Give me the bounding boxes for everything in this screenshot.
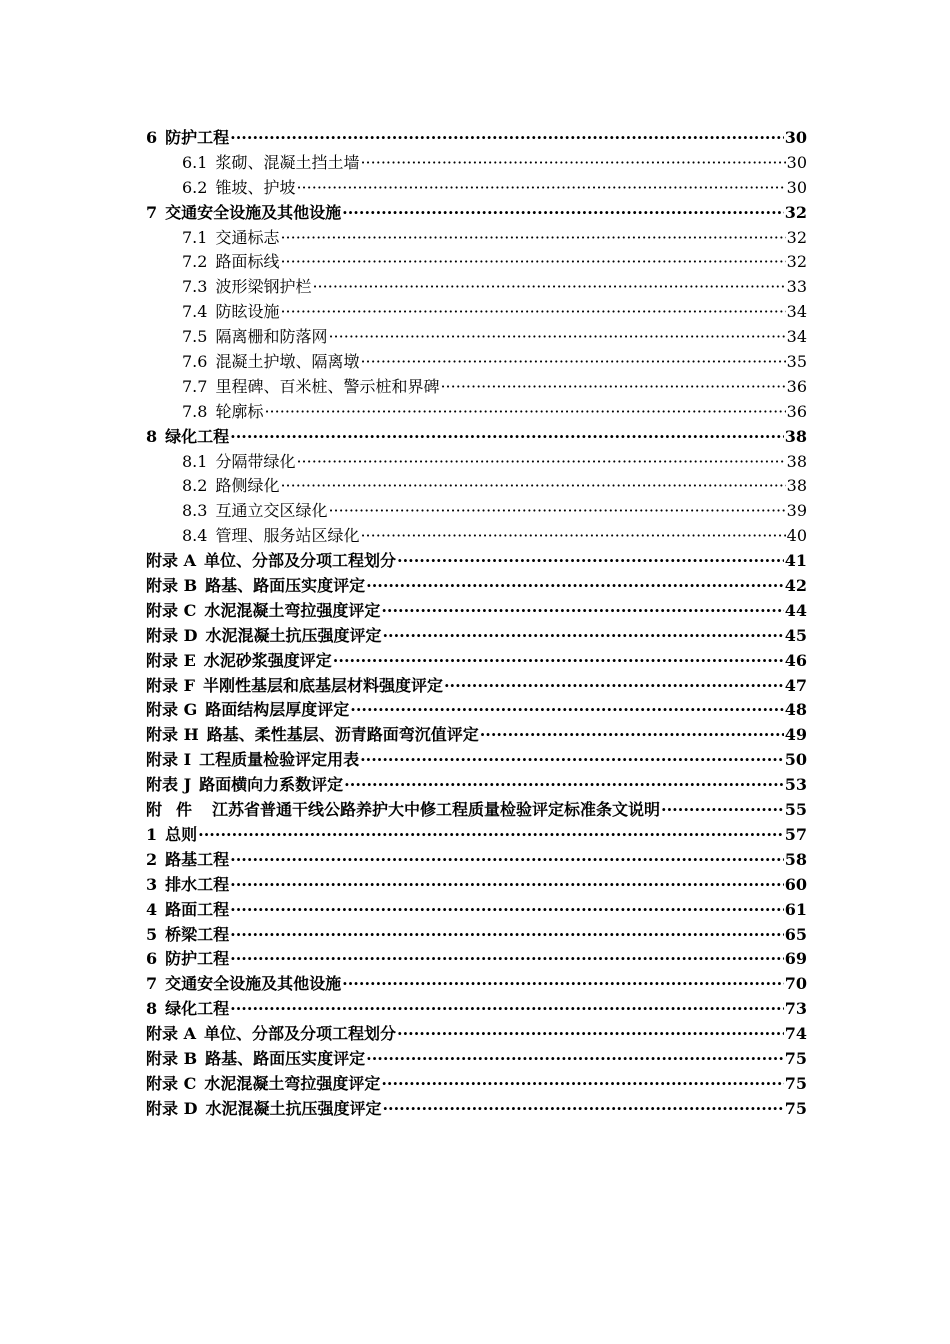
toc-entry-title (146, 873, 229, 898)
toc-entry-text: 浆砌、混凝土挡土墙 (215, 152, 360, 172)
toc-entry-chapter (146, 823, 807, 848)
toc-entry-chapter (146, 425, 807, 450)
toc-dot-leader (328, 325, 785, 350)
toc-entry-title (146, 898, 229, 923)
toc-dot-leader (382, 1097, 783, 1122)
toc-dot-leader (296, 176, 785, 201)
toc-entry-title (146, 674, 443, 699)
toc-entry-title (146, 201, 341, 226)
toc-page-number: 46 (784, 650, 807, 670)
toc-dot-leader (264, 400, 785, 425)
toc-dot-leader (230, 126, 784, 151)
toc-page-number: 32 (784, 202, 807, 222)
toc-page-number: 42 (784, 576, 807, 596)
toc-entry-number: 8.3 (182, 501, 208, 521)
toc-dot-leader (381, 599, 783, 624)
toc-entry-number: 3 (146, 874, 158, 894)
toc-entry-text: 路面结构层厚度评定 (205, 700, 350, 720)
toc-entry-number: 附录 D (146, 1098, 198, 1118)
toc-entry-number: 附录 C (146, 600, 197, 620)
toc-entry-text: 里程碑、百米桩、警示桩和界碑 (215, 376, 440, 396)
toc-entry-number: 7.1 (182, 227, 208, 247)
toc-page-number: 55 (784, 800, 807, 820)
toc-dot-leader (296, 450, 785, 475)
toc-entry-number: 1 (146, 824, 158, 844)
toc-page-number: 38 (786, 451, 807, 471)
toc-entry-text: 绿化工程 (165, 999, 230, 1019)
toc-page-number: 60 (784, 874, 807, 894)
toc-dot-leader (230, 848, 784, 873)
toc-entry-title (182, 176, 295, 201)
toc-page-number: 35 (786, 352, 807, 372)
toc-entry-number: 附录 A (146, 551, 196, 571)
toc-entry-number: 附录 D (146, 625, 198, 645)
toc-dot-leader (230, 873, 784, 898)
toc-entry-number: 6.2 (182, 177, 208, 197)
toc-entry-title (146, 823, 197, 848)
toc-dot-leader (661, 798, 784, 823)
toc-entry-text: 锥坡、护坡 (215, 177, 296, 197)
toc-page-number: 74 (784, 1024, 807, 1044)
toc-dot-leader (280, 474, 785, 499)
toc-entry-text: 路基、路面压实度评定 (205, 576, 366, 596)
toc-entry-text: 单位、分部及分项工程划分 (204, 1024, 397, 1044)
toc-entry-text: 绿化工程 (165, 426, 230, 446)
toc-entry-title (146, 624, 381, 649)
toc-entry-chapter (146, 773, 807, 798)
toc-page-number: 39 (786, 501, 807, 521)
toc-entry-chapter (146, 997, 807, 1022)
toc-dot-leader (230, 947, 784, 972)
toc-page-number: 75 (784, 1098, 807, 1118)
toc-dot-leader (230, 923, 784, 948)
toc-entry-title (146, 574, 365, 599)
toc-entry-number: 7 (146, 202, 158, 222)
toc-page-number: 30 (786, 177, 807, 197)
toc-entry-chapter (146, 723, 807, 748)
toc-entry-title (146, 599, 380, 624)
toc-entry-text: 桥梁工程 (165, 924, 230, 944)
toc-entry-text: 防护工程 (165, 128, 230, 147)
toc-entry-number: 附录 H (146, 725, 199, 745)
toc-dot-leader (360, 350, 785, 375)
toc-entry-number: 附录 B (146, 1048, 198, 1068)
toc-entry-section (146, 524, 807, 549)
toc-entry-number: 附录 A (146, 1024, 196, 1044)
toc-entry-chapter (146, 574, 807, 599)
toc-entry-text: 半刚性基层和底基层材料强度评定 (202, 675, 443, 695)
toc-page-number: 38 (784, 426, 807, 446)
toc-entry-text: 水泥混凝土抗压强度评定 (205, 1098, 382, 1118)
toc-page-number: 75 (784, 1048, 807, 1068)
toc-page-number: 57 (784, 824, 807, 844)
toc-entry-number: 7.3 (182, 277, 208, 297)
toc-dot-leader (381, 1072, 783, 1097)
toc-entry-section (146, 250, 807, 275)
toc-entry-title (146, 649, 332, 674)
toc-entry-number: 5 (146, 924, 158, 944)
toc-entry-title (146, 972, 341, 997)
toc-page-number: 32 (786, 252, 807, 272)
toc-entry-text: 交通标志 (215, 227, 280, 247)
toc-entry-chapter (146, 947, 807, 972)
toc-entry-number: 8 (146, 426, 158, 446)
toc-entry-number: 7.2 (182, 252, 208, 272)
toc-dot-leader (328, 499, 785, 524)
toc-entry-text: 总则 (165, 824, 198, 844)
toc-dot-leader (280, 300, 785, 325)
toc-entry-chapter (146, 873, 807, 898)
toc-entry-text: 工程质量检验评定用表 (199, 750, 360, 770)
toc-entry-text: 路基、路面压实度评定 (205, 1048, 366, 1068)
toc-entry-title (146, 1072, 380, 1097)
toc-entry-title (182, 400, 263, 425)
toc-entry-chapter (146, 972, 807, 997)
toc-entry-chapter (146, 674, 807, 699)
toc-entry-number: 8 (146, 999, 158, 1019)
toc-entry-text: 隔离栅和防落网 (215, 327, 328, 347)
toc-entry-chapter (146, 1072, 807, 1097)
toc-entry-number: 附录 C (146, 1073, 197, 1093)
toc-page-number: 33 (786, 277, 807, 297)
toc-page-number: 40 (786, 526, 807, 546)
toc-entry-number: 附表 J (146, 775, 192, 795)
toc-entry-title (182, 275, 311, 300)
toc-dot-leader (382, 624, 783, 649)
toc-dot-leader (230, 898, 784, 923)
toc-entry-number: 附录 F (146, 675, 195, 695)
toc-entry-section (146, 300, 807, 325)
toc-entry-text: 管理、服务站区绿化 (215, 526, 360, 546)
toc-entry-chapter (146, 624, 807, 649)
toc-page-number: 34 (786, 302, 807, 322)
toc-page-number: 75 (784, 1073, 807, 1093)
toc-dot-leader (366, 1047, 784, 1072)
toc-dot-leader (444, 674, 784, 699)
toc-entry-text: 水泥砂浆强度评定 (203, 650, 332, 670)
toc-page-number: 65 (784, 924, 807, 944)
toc-entry-section (146, 474, 807, 499)
toc-page-number: 61 (784, 899, 807, 919)
toc-entry-text: 防眩设施 (215, 302, 280, 322)
toc-entry-title (146, 748, 359, 773)
toc-entry-section (146, 226, 807, 251)
toc-entry-text: 路侧绿化 (215, 476, 280, 496)
toc-dot-leader (350, 698, 783, 723)
toc-entry-chapter (146, 923, 807, 948)
toc-page-number: 48 (784, 700, 807, 720)
toc-entry-text: 路基、柔性基层、沥青路面弯沉值评定 (206, 725, 479, 745)
toc-dot-leader (230, 997, 784, 1022)
toc-entry-section (146, 450, 807, 475)
toc-page-number: 69 (784, 949, 807, 969)
toc-dot-leader (280, 250, 785, 275)
toc-entry-section (146, 275, 807, 300)
toc-entry-section (146, 375, 807, 400)
toc-entry-text: 单位、分部及分项工程划分 (204, 551, 397, 571)
toc-entry-title (146, 773, 343, 798)
toc-page-number: 70 (784, 974, 807, 994)
toc-entry-title (146, 798, 660, 823)
toc-entry-number: 8.4 (182, 526, 208, 546)
toc-dot-leader (360, 524, 785, 549)
toc-entry-title (146, 549, 396, 574)
toc-page-number: 30 (786, 152, 807, 172)
toc-dot-leader (312, 275, 785, 300)
toc-page-number: 73 (784, 999, 807, 1019)
toc-entry-title (182, 226, 279, 251)
toc-entry-text: 排水工程 (165, 874, 230, 894)
toc-entry-text: 互通立交区绿化 (215, 501, 328, 521)
toc-entry-chapter (146, 698, 807, 723)
toc-page-number: 38 (786, 476, 807, 496)
toc-entry-text: 路面横向力系数评定 (199, 775, 344, 795)
toc-page-number: 36 (786, 401, 807, 421)
toc-page-number: 49 (784, 725, 807, 745)
toc-dot-leader (198, 823, 784, 848)
toc-dot-leader (344, 773, 784, 798)
toc-page-number: 41 (784, 551, 807, 571)
toc-entry-number: 附录 G (146, 700, 198, 720)
toc-entry-number: 附录 I (146, 750, 192, 770)
toc-entry-number: 7.7 (182, 376, 208, 396)
toc-entry-title (182, 375, 439, 400)
toc-entry-number: 8.1 (182, 451, 208, 471)
toc-entry-title (182, 250, 279, 275)
toc-entry-title (182, 474, 279, 499)
toc-entry-number: 6 (146, 128, 158, 147)
toc-dot-leader (440, 375, 785, 400)
toc-page-number: 45 (784, 625, 807, 645)
toc-entry-title (182, 325, 327, 350)
toc-entry-chapter (146, 1022, 807, 1047)
toc-entry-title (146, 848, 229, 873)
toc-entry-chapter (146, 1097, 807, 1122)
toc-entry-text: 水泥混凝土弯拉强度评定 (204, 1073, 381, 1093)
toc-entry-chapter (146, 748, 807, 773)
toc-entry-title (146, 1047, 365, 1072)
toc-entry-title (182, 499, 327, 524)
toc-page-number: 34 (786, 327, 807, 347)
toc-entry-number: 附录 E (146, 650, 196, 670)
toc-entry-title (182, 300, 279, 325)
toc-entry-text: 分隔带绿化 (215, 451, 296, 471)
toc-entry-title (146, 997, 229, 1022)
toc-entry-text: 路面标线 (215, 252, 280, 272)
toc-entry-chapter (146, 126, 807, 151)
toc-entry-number: 8.2 (182, 476, 208, 496)
toc-entry-title (146, 723, 479, 748)
toc-entry-chapter (146, 549, 807, 574)
toc-entry-title (182, 151, 359, 176)
toc-entry-section (146, 325, 807, 350)
toc-page-number: 30 (784, 128, 807, 147)
toc-entry-title (146, 698, 349, 723)
toc-dot-leader (360, 748, 784, 773)
toc-entry-text: 江苏省普通干线公路养护大中修工程质量检验评定标准条文说明 (212, 800, 661, 820)
toc-entry-text: 交通安全设施及其他设施 (165, 974, 342, 994)
toc-entry-section (146, 151, 807, 176)
toc-entry-number: 7.8 (182, 401, 208, 421)
toc-dot-leader (342, 972, 784, 997)
toc-entry-text: 水泥混凝土抗压强度评定 (205, 625, 382, 645)
toc-dot-leader (360, 151, 785, 176)
toc-entry-text: 路面工程 (165, 899, 230, 919)
toc-entry-number: 7.5 (182, 327, 208, 347)
toc-entry-number: 7.4 (182, 302, 208, 322)
toc-entry-section (146, 400, 807, 425)
toc-entry-number: 4 (146, 899, 158, 919)
toc-page-number: 36 (786, 376, 807, 396)
toc-page-number: 44 (784, 600, 807, 620)
toc-entry-title (146, 1022, 396, 1047)
toc-entry-chapter (146, 898, 807, 923)
toc-entry-section (146, 499, 807, 524)
toc-entry-number: 6.1 (182, 152, 208, 172)
toc-entry-title (182, 524, 359, 549)
toc-entry-number: 7.6 (182, 352, 208, 372)
toc-dot-leader (397, 549, 784, 574)
toc-page-number: 53 (784, 775, 807, 795)
toc-dot-leader (397, 1022, 784, 1047)
toc-entry-number: 7 (146, 974, 158, 994)
toc-entry-number: 附件 (146, 800, 207, 820)
toc-entry-title (182, 450, 295, 475)
toc-entry-chapter (146, 848, 807, 873)
toc-entry-title (146, 947, 229, 972)
toc-page-number: 58 (784, 849, 807, 869)
toc-entry-text: 交通安全设施及其他设施 (165, 202, 342, 222)
toc-entry-title (146, 126, 229, 151)
toc-entry-chapter (146, 1047, 807, 1072)
toc-entry-text: 波形梁钢护栏 (215, 277, 312, 297)
toc-dot-leader (480, 723, 784, 748)
toc-entry-number: 附录 B (146, 576, 198, 596)
toc-entry-text: 轮廓标 (215, 401, 264, 421)
toc-entry-chapter (146, 798, 807, 823)
toc-entry-text: 混凝土护墩、隔离墩 (215, 352, 360, 372)
toc-entry-title (146, 425, 229, 450)
toc-dot-leader (342, 201, 784, 226)
toc-entry-section (146, 176, 807, 201)
table-of-contents (146, 126, 807, 1122)
toc-entry-chapter (146, 649, 807, 674)
toc-entry-number: 6 (146, 949, 158, 969)
toc-entry-section (146, 350, 807, 375)
toc-page-number: 50 (784, 750, 807, 770)
toc-entry-title (146, 1097, 381, 1122)
toc-dot-leader (366, 574, 784, 599)
toc-dot-leader (280, 226, 785, 251)
toc-dot-leader (230, 425, 784, 450)
toc-entry-title (182, 350, 359, 375)
toc-entry-title (146, 923, 229, 948)
toc-entry-chapter (146, 201, 807, 226)
toc-entry-text: 防护工程 (165, 949, 230, 969)
toc-page-number: 47 (784, 675, 807, 695)
toc-entry-text: 水泥混凝土弯拉强度评定 (204, 600, 381, 620)
toc-entry-text: 路基工程 (165, 849, 230, 869)
toc-page-number: 32 (786, 227, 807, 247)
toc-entry-number: 2 (146, 849, 158, 869)
toc-entry-chapter (146, 599, 807, 624)
toc-dot-leader (333, 649, 784, 674)
